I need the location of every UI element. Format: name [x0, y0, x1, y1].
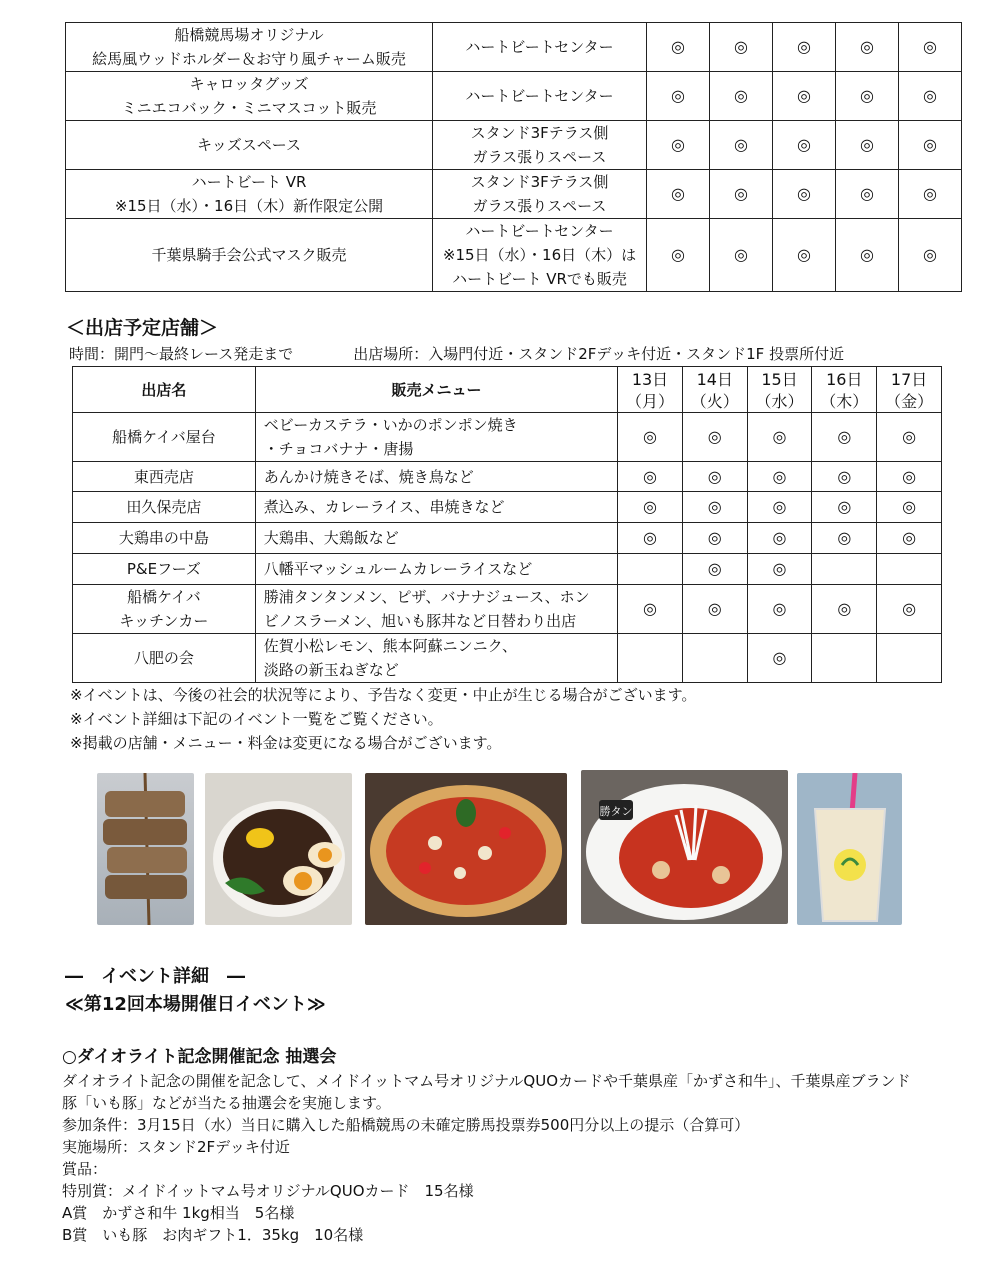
- availability-mark: ◎: [682, 462, 747, 492]
- table-row: [66, 219, 962, 292]
- shop-menu-cell: [255, 413, 617, 462]
- availability-mark: [877, 634, 942, 683]
- availability-mark: ◎: [899, 170, 962, 219]
- cell-line: ガラス張りスペース: [472, 197, 607, 215]
- availability-mark: ◎: [710, 170, 773, 219]
- table-row: [73, 554, 942, 585]
- table-row: [73, 585, 942, 634]
- table-row: [66, 170, 962, 219]
- availability-mark: ◎: [618, 585, 683, 634]
- event-line: ダイオライト記念の開催を記念して、メイドイットマム号オリジナルQUOカードや千葉県産「かずさ和牛」、千葉県産ブランド: [62, 1072, 911, 1090]
- availability-mark: ◎: [877, 492, 942, 523]
- event-line: A賞 かずさ和牛 1kg相当 5名様: [62, 1204, 295, 1222]
- cell-line: P&Eフーズ: [126, 560, 201, 578]
- shop-name-cell: [73, 554, 256, 585]
- event-line: 実施場所：スタンド2Fデッキ付近: [62, 1138, 290, 1156]
- availability-mark: ◎: [747, 492, 812, 523]
- cell-line: ハートビートセンター: [465, 87, 614, 105]
- table-row: [73, 634, 942, 683]
- availability-mark: ◎: [877, 462, 942, 492]
- event-line: 特別賞：メイドイットマム号オリジナルQUOカード 15名様: [62, 1182, 474, 1200]
- availability-mark: ◎: [747, 413, 812, 462]
- availability-mark: ◎: [747, 585, 812, 634]
- shop-menu-cell: [255, 523, 617, 554]
- availability-mark: ◎: [682, 523, 747, 554]
- availability-mark: ◎: [836, 23, 899, 72]
- availability-mark: [618, 634, 683, 683]
- events-heading-block: [65, 963, 326, 1019]
- availability-mark: ◎: [836, 121, 899, 170]
- cell-line: キッチンカー: [119, 612, 209, 630]
- ramen-sign-text: 勝タン: [599, 805, 633, 818]
- table-row: [73, 413, 942, 462]
- availability-mark: ◎: [773, 72, 836, 121]
- table-row: [66, 72, 962, 121]
- event-name-cell: [66, 170, 433, 219]
- availability-mark: ◎: [877, 413, 942, 462]
- event-name-cell: [66, 23, 433, 72]
- cell-line: ※15日（水）・16日（木）は: [442, 246, 637, 264]
- availability-mark: ◎: [877, 523, 942, 554]
- availability-mark: ◎: [899, 121, 962, 170]
- cell-line: ハートビートセンター: [465, 38, 614, 56]
- shop-menu-cell: [255, 554, 617, 585]
- availability-mark: ◎: [710, 23, 773, 72]
- cell-line: 大鶏串、大鶏飯など: [263, 529, 399, 547]
- availability-mark: ◎: [618, 523, 683, 554]
- availability-mark: ◎: [747, 523, 812, 554]
- availability-mark: [618, 554, 683, 585]
- availability-mark: ◎: [618, 413, 683, 462]
- table-row: [73, 462, 942, 492]
- availability-mark: ◎: [836, 170, 899, 219]
- shop-name-cell: [73, 523, 256, 554]
- event-name-cell: [66, 121, 433, 170]
- availability-mark: ◎: [710, 72, 773, 121]
- shops-time-note: 時間：開門～最終レース発走まで 出店場所：入場門付近・スタンド2Fデッキ付近・スタンド1F 投票所付近: [69, 345, 845, 363]
- cell-line: 田久保売店: [126, 498, 202, 516]
- event-line: B賞 いも豚 お肉ギフト1．35kg 10名様: [62, 1226, 364, 1244]
- shops-table: [72, 366, 942, 683]
- cell-line: 八幡平マッシュルームカレーライスなど: [263, 560, 533, 578]
- availability-mark: ◎: [899, 23, 962, 72]
- cell-line: ハートビート VRでも販売: [452, 270, 627, 288]
- note-line: ※掲載の店舗・メニュー・料金は変更になる場合がございます。: [70, 734, 502, 752]
- event-place-cell: [433, 170, 647, 219]
- availability-mark: ◎: [682, 554, 747, 585]
- cell-line: 東西売店: [133, 467, 194, 486]
- photo-pizza: [365, 773, 567, 925]
- availability-mark: ◎: [899, 72, 962, 121]
- event-line: 豚「いも豚」などが当たる抽選会を実施します。: [62, 1094, 391, 1112]
- availability-mark: ◎: [773, 219, 836, 292]
- cell-line: あんかけ焼きそば、焼き鳥など: [263, 467, 474, 486]
- photo-skewer: [97, 773, 194, 925]
- day-header: 13日 （月）: [618, 367, 683, 413]
- cell-line: 勝浦タンタンメン、ピザ、バナナジュース、ホン: [263, 588, 590, 606]
- shop-menu-cell: [255, 634, 617, 683]
- availability-mark: ◎: [812, 492, 877, 523]
- event-name-cell: [66, 72, 433, 121]
- cell-line: ※15日（水）・16日（木）新作限定公開: [114, 197, 384, 215]
- shop-menu-cell: [255, 492, 617, 523]
- availability-mark: ◎: [773, 121, 836, 170]
- availability-mark: [877, 554, 942, 585]
- table-row: [66, 23, 962, 72]
- events-subheading: ≪第12回本場開催日イベント≫: [65, 994, 326, 1015]
- shops-header-name: 出店名: [73, 367, 256, 413]
- availability-mark: ◎: [647, 219, 710, 292]
- cell-line: ビノスラーメン、旭いも豚丼など日替わり出店: [263, 612, 577, 630]
- availability-mark: ◎: [682, 413, 747, 462]
- availability-mark: ◎: [710, 219, 773, 292]
- cell-line: 船橋ケイバ: [127, 588, 201, 606]
- availability-mark: ◎: [877, 585, 942, 634]
- cell-line: スタンド3Fテラス側: [470, 173, 609, 191]
- cell-line: 船橋競馬場オリジナル: [174, 26, 324, 44]
- event-place-cell: [433, 121, 647, 170]
- availability-mark: ◎: [682, 585, 747, 634]
- availability-mark: ◎: [773, 170, 836, 219]
- availability-mark: ◎: [836, 72, 899, 121]
- event-line: 参加条件：3月15日（水）当日に購入した船橋競馬の未確定勝馬投票券500円分以上の提示（合算可）: [62, 1116, 750, 1134]
- cell-line: スタンド3Fテラス側: [470, 124, 609, 142]
- cell-line: ハートビートセンター: [465, 222, 614, 240]
- availability-mark: ◎: [618, 462, 683, 492]
- day-header: 16日 （木）: [812, 367, 877, 413]
- availability-mark: ◎: [682, 492, 747, 523]
- note-line: ※イベントは、今後の社会的状況等により、予告なく変更・中止が生じる場合がございます。: [70, 686, 697, 704]
- photo-ramen: [581, 770, 788, 924]
- event-place-cell: [433, 23, 647, 72]
- availability-mark: ◎: [812, 585, 877, 634]
- availability-mark: [682, 634, 747, 683]
- availability-mark: ◎: [618, 492, 683, 523]
- availability-mark: ◎: [647, 170, 710, 219]
- event-line: 賞品：: [62, 1160, 108, 1178]
- day-header: 17日 （金）: [877, 367, 942, 413]
- table-row: [73, 492, 942, 523]
- cell-line: 千葉県騎手会公式マスク販売: [151, 246, 347, 264]
- availability-mark: ◎: [899, 219, 962, 292]
- day-header: 15日 （水）: [747, 367, 812, 413]
- table-row: [73, 523, 942, 554]
- shop-menu-cell: [255, 462, 617, 492]
- cell-line: ハートビート VR: [191, 173, 307, 191]
- shop-name-cell: [73, 492, 256, 523]
- availability-mark: ◎: [812, 523, 877, 554]
- cell-line: 淡路の新玉ねぎなど: [263, 661, 399, 679]
- event-details: [62, 1046, 962, 1246]
- event-name-cell: [66, 219, 433, 292]
- cell-line: ガラス張りスペース: [472, 148, 607, 166]
- availability-mark: ◎: [836, 219, 899, 292]
- availability-mark: [812, 554, 877, 585]
- photo-rice-bowl: [205, 773, 352, 925]
- availability-mark: ◎: [747, 634, 812, 683]
- cell-line: ・チョコバナナ・唐揚: [263, 440, 414, 458]
- shops-section-title: ＜出店予定店舗＞: [66, 317, 219, 339]
- cell-line: 船橋ケイバ屋台: [112, 428, 216, 446]
- availability-mark: ◎: [710, 121, 773, 170]
- cell-line: ミニエコバック・ミニマスコット販売: [121, 99, 377, 117]
- shop-name-cell: [73, 413, 256, 462]
- cell-line: キッズスペース: [197, 136, 301, 154]
- availability-mark: ◎: [773, 23, 836, 72]
- note-line: ※イベント詳細は下記のイベント一覧をご覧ください。: [70, 710, 443, 728]
- availability-mark: ◎: [812, 462, 877, 492]
- shop-menu-cell: [255, 585, 617, 634]
- cell-line: 大鶏串の中島: [118, 529, 209, 547]
- table-row: [66, 121, 962, 170]
- notes: [70, 683, 696, 755]
- availability-mark: ◎: [647, 121, 710, 170]
- photo-banana-juice: [797, 773, 902, 925]
- events-heading: ― イベント詳細 ―: [65, 966, 245, 987]
- event-schedule-table: [65, 22, 962, 292]
- availability-mark: ◎: [747, 554, 812, 585]
- availability-mark: ◎: [647, 23, 710, 72]
- day-header: 14日 （火）: [682, 367, 747, 413]
- shops-header-menu: 販売メニュー: [255, 367, 617, 413]
- shop-name-cell: [73, 634, 256, 683]
- cell-line: 絵馬風ウッドホルダー＆お守り風チャーム販売: [92, 50, 406, 68]
- availability-mark: [812, 634, 877, 683]
- cell-line: 八肥の会: [133, 649, 194, 667]
- cell-line: キャロッタグッズ: [189, 75, 309, 93]
- availability-mark: ◎: [747, 462, 812, 492]
- availability-mark: ◎: [812, 413, 877, 462]
- cell-line: 煮込み、カレーライス、串焼きなど: [263, 498, 505, 516]
- shop-name-cell: [73, 585, 256, 634]
- cell-line: ベビーカステラ・いかのポンポン焼き: [263, 416, 518, 434]
- event-place-cell: [433, 72, 647, 121]
- shop-name-cell: [73, 462, 256, 492]
- cell-line: 佐賀小松レモン、熊本阿蘇ニンニク、: [263, 637, 517, 655]
- event-place-cell: [433, 219, 647, 292]
- availability-mark: ◎: [647, 72, 710, 121]
- event-title: ○ダイオライト記念開催記念 抽選会: [62, 1047, 337, 1067]
